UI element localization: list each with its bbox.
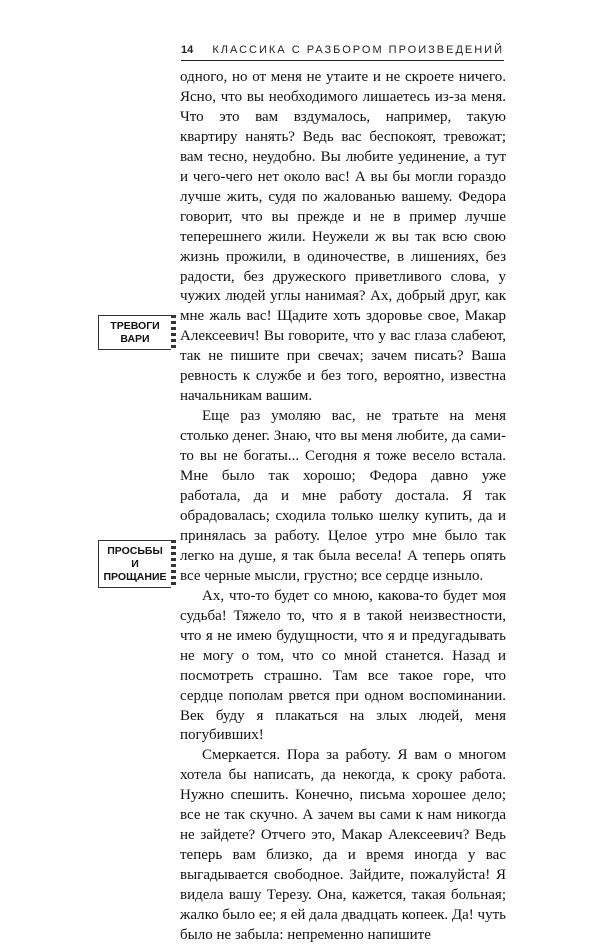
- margin-note-line: И ПРОЩАНИЕ: [103, 558, 167, 583]
- paragraph: Смеркается. Пора за работу. Я вам о многом хотела бы написать, да некогда, к сроку работа. Нужно спешить. Конечно, письма хорошее дело; все не так скучно. А зачем вы сами к нам никогда не зайдете? Отчего это, Макар Алексеевич? Ведь теперь вам близко, да и время иногда у вас выгадывается свободное. Зайдите, пожалуйста! Я видела вашу Терезу. Она, кажется, такая больная; жалко было ее; я ей дала двадцать копеек. Да! чуть было не забыла: непременно напишите: [180, 747, 506, 943]
- page-header: [181, 44, 504, 61]
- margin-note-trevogi: [98, 315, 171, 350]
- paragraph: Еще раз умоляю вас, не тратьте на меня столько денег. Знаю, что вы меня любите, да сами-то вы не богаты... Сегодня я тоже весело встала. Мне было так хорошо; Федора давно уже работала, да и мне работу достала. Я так обрадовалась; сходила только шелку купить, да и принялась за работу. Целое утро мне было так легко на душе, я так была весела! А теперь опять все черные мысли, грустно; все сердце изныло.: [180, 408, 506, 584]
- margin-note-line: ВАРИ: [120, 333, 150, 345]
- margin-note-prosby: [98, 540, 171, 588]
- body-text: [180, 68, 506, 946]
- running-title: КЛАССИКА С РАЗБОРОМ ПРОИЗВЕДЕНИЙ: [212, 44, 504, 56]
- page-number: 14: [181, 44, 194, 56]
- paragraph: одного, но от меня не утаите и не скроете ничего. Ясно, что вы необходимого лишаетесь из-за меня. Что это вам вздумалось, например, такую квартиру нанять? Ведь вас беспокоят, тревожат; вам тесно, неудобно. Вы любите уединение, а тут и чего-чего нет около вас! А вы бы могли гораздо лучше жить, судя по жалованью вашему. Федора говорит, что вы прежде и не в пример лучше теперешнего жили. Неужели ж вы так всю свою жизнь прожили, в одиночестве, в лишениях, без радости, без дружеского приветливого слова, у чужих людей углы нанимая? Ах, добрый друг, как мне жаль вас! Щадите хоть здоровье свое, Макар Алексеевич! Вы говорите, что у вас глаза слабеют, так не пишите при свечах; зачем писать? Ваша ревность к службе и без того, вероятно, известна начальникам вашим.: [180, 69, 506, 405]
- paragraph: Ах, что-то будет со мною, какова-то будет моя судьба! Тяжело то, что я в такой неизвестности, что я не имею будущности, что я и предугадывать не могу о том, что со мной станется. Назад и посмотреть страшно. Там все такое горе, что сердце пополам рвется при одном воспоминании. Век буду я плакаться на злых людей, меня погубивших!: [180, 587, 506, 744]
- margin-note-line: ПРОСЬБЫ: [107, 545, 163, 557]
- margin-note-line: ТРЕВОГИ: [110, 320, 160, 332]
